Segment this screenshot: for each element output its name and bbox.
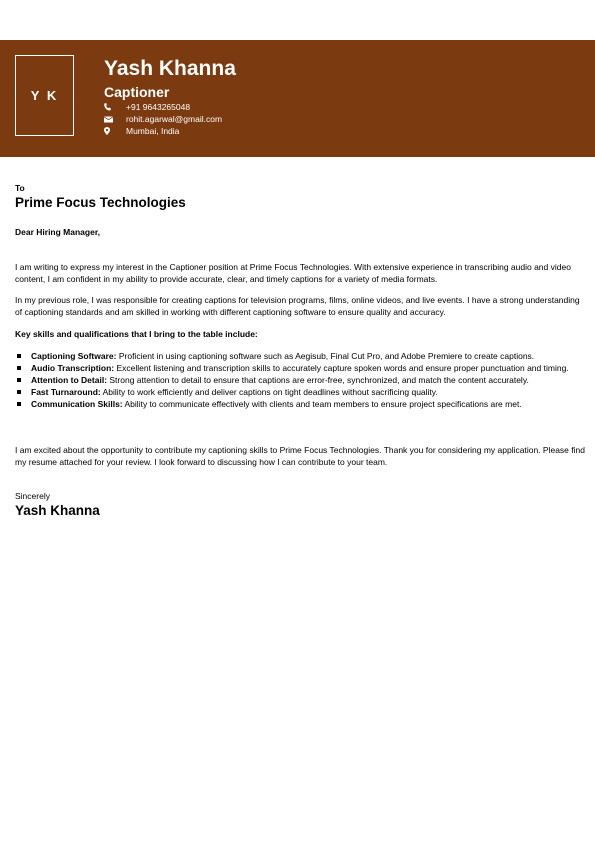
applicant-role: Captioner (104, 84, 170, 100)
bullet-icon (17, 366, 21, 370)
body-paragraph-2: In my previous role, I was responsible for creating captions for television programs, films, online videos, and live events. I have a strong understanding of captioning standards and am skilled in working with different captioning software to ensure quality and accuracy. (15, 295, 580, 317)
skill-title: Captioning Software: (31, 351, 117, 361)
signature-name: Yash Khanna (15, 503, 100, 518)
skill-item (15, 362, 577, 374)
location-text: Mumbai, India (126, 126, 180, 136)
skill-title: Attention to Detail: (31, 375, 108, 385)
envelope-icon (104, 116, 126, 123)
skill-item (15, 386, 577, 398)
bullet-icon (17, 378, 21, 382)
map-pin-icon (104, 127, 126, 135)
skills-list (15, 350, 577, 410)
applicant-name: Yash Khanna (104, 57, 236, 80)
contact-email (104, 113, 222, 125)
body-paragraph-3: I am excited about the opportunity to contribute my captioning skills to Prime Focus Technologies. Thank you for considering my application. Please find my resume attached for your review. I look forward to discussing how I can contribute to your team. (15, 445, 585, 467)
to-label: To (15, 183, 25, 193)
bullet-icon (17, 402, 21, 406)
skill-text: Strong attention to detail to ensure that captions are error-free, synchronized, and match the content accurately. (107, 375, 529, 385)
skills-heading: Key skills and qualifications that I bring to the table include: (15, 329, 258, 339)
bullet-icon (17, 390, 21, 394)
contact-phone (104, 101, 190, 113)
email-text[interactable]: rohit.agarwal@gmail.com (126, 114, 223, 124)
bullet-icon (17, 354, 21, 358)
skill-title: Fast Turnaround: (31, 387, 101, 397)
skill-item (15, 398, 577, 410)
skill-item (15, 374, 577, 386)
monogram-box: Y K (15, 55, 74, 136)
skill-title: Audio Transcription: (31, 363, 115, 373)
skill-text: Ability to communicate effectively with clients and team members to ensure project specifications are met. (122, 399, 522, 409)
closing: Sincerely (15, 491, 50, 501)
phone-text[interactable]: +91 9643265048 (126, 102, 191, 112)
salutation: Dear Hiring Manager, (15, 227, 101, 237)
contact-location (104, 125, 179, 137)
skill-title: Communication Skills: (31, 399, 123, 409)
company-name: Prime Focus Technologies (15, 195, 186, 210)
body-paragraph-1: I am writing to express my interest in the Captioner position at Prime Focus Technologies. With extensive experience in transcribing audio and video content, I am confident in my ability to provide accurate, clear, and timely captions for a variety of media formats. (15, 262, 571, 284)
header-banner (0, 40, 595, 157)
phone-icon (104, 103, 126, 111)
skill-item (15, 350, 577, 362)
skill-text: Ability to work efficiently and deliver captions on tight deadlines without sacrificing quality. (100, 387, 438, 397)
skill-text: Proficient in using captioning software such as Aegisub, Final Cut Pro, and Adobe Premiere to create captions. (116, 351, 535, 361)
skill-text: Excellent listening and transcription skills to accurately capture spoken words and ensure proper punctuation and timing. (114, 363, 569, 373)
